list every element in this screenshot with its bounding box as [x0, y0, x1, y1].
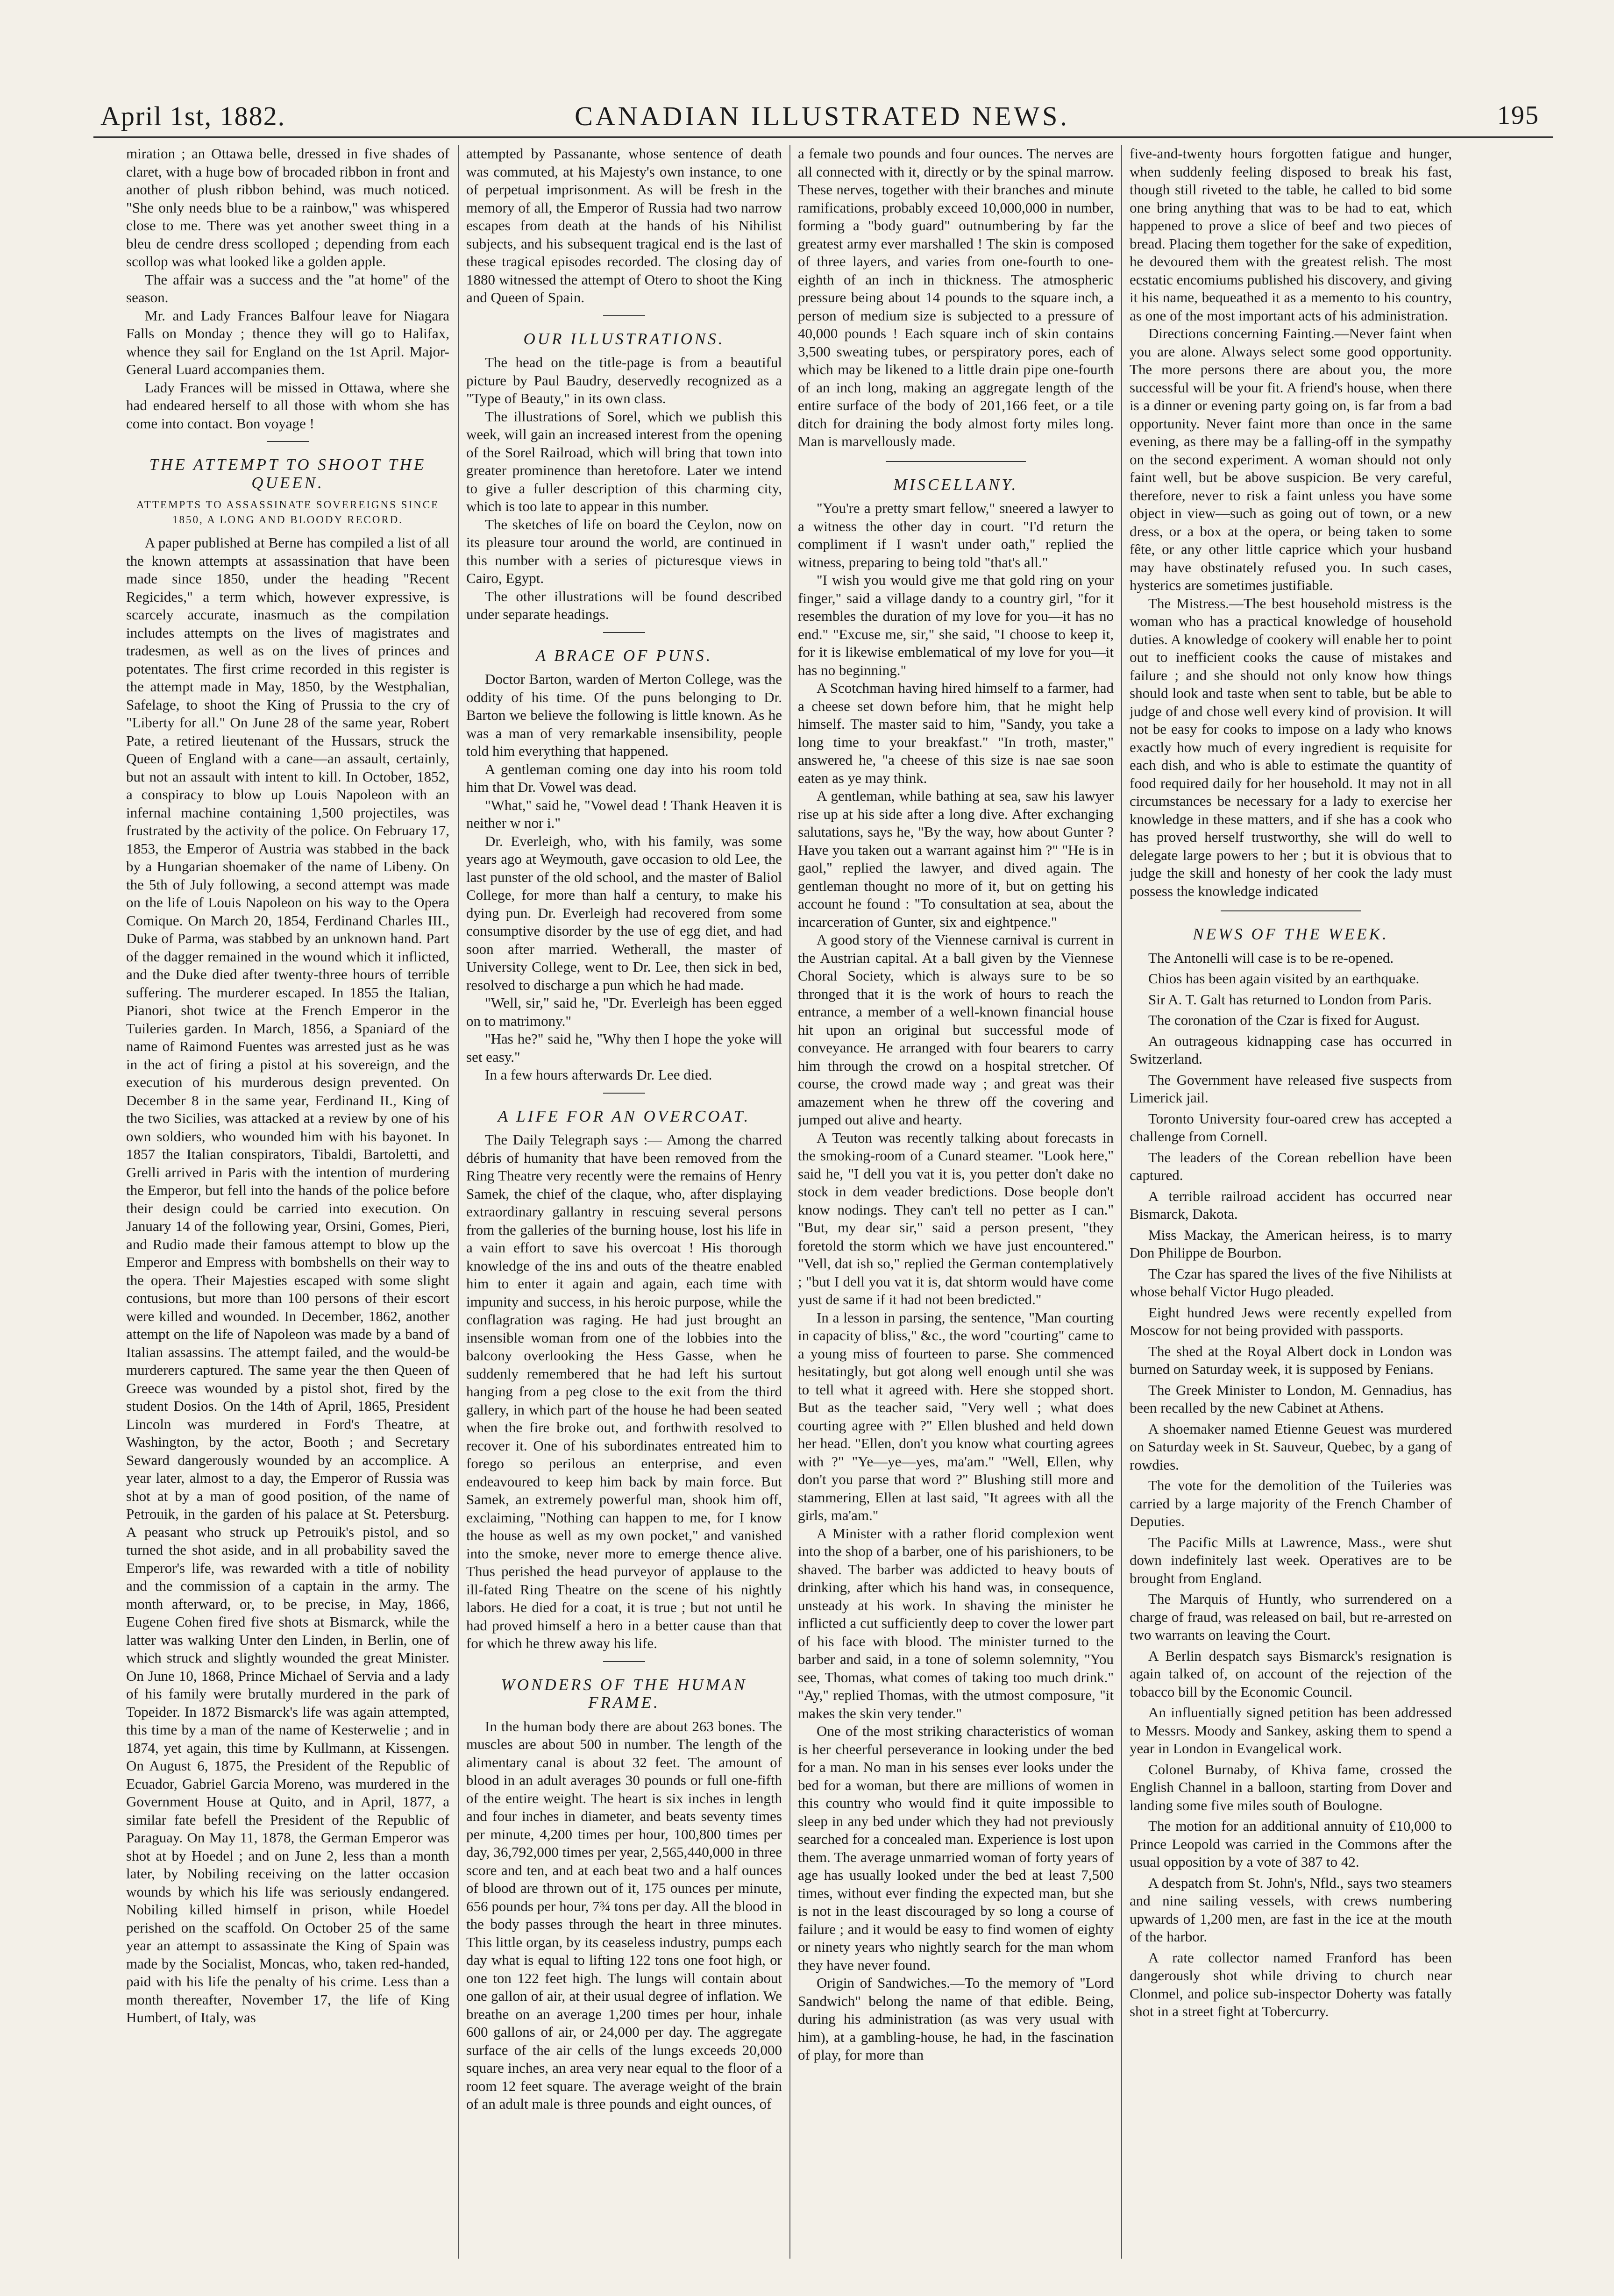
paragraph: The Mistress.—The best household mistress is the woman who has a practical knowledge of household duties. A knowledge of cookery will enable her to point out to inefficient cooks the cause of mistakes and failure ; and she should not only know how things should look and taste when sent to table, but be able to judge of and chose well every kind of provision. It will not be easy for cooks to impose on a lady who knows exactly how much of every ingredient is requisite for each dish, and who is able to estimate the quantity of food required daily for her household. It may not in all circumstances be necessary for a lady to exercise her knowledge in these matters, and if she has a cook who has proved herself trustworthy, she will do well to delegate large powers to her ; but it is obvious that to judge the skill and honesty of her cook the lady must possess the knowledge indicated — [1130, 595, 1452, 899]
column-rule — [1121, 145, 1122, 2259]
paragraph: miration ; an Ottawa belle, dressed in five shades of claret, with a huge bow of brocaded ribbon in front and another of plush ribbon behind, was much noticed. "She only needs blue to be a rainbow," was whispered close to me. There was yet another sweet thing in a bleu de cendre dress scolloped ; depending from each scollop was what looked like a golden apple. — [126, 145, 449, 270]
news-item: A despatch from St. John's, Nfld., says two steamers and nine sailing vessels, with crews numbering upwards of 1,200 men, are fast in the ice at the mouth of the harbor. — [1130, 1874, 1452, 1945]
paragraph: A Scotchman having hired himself to a farmer, had a cheese set down before him, that he might help himself. The master said to him, "Sandy, you take a long time to your breakfast." "In troth, master," answered he, "a cheese of this size is nae sae soon eaten as ye may think. — [798, 680, 1114, 786]
paragraph: The head on the title-page is from a beautiful picture by Paul Baudry, deservedly recognized as a "Type of Beauty," in its own class. — [466, 354, 782, 406]
paragraph: The other illustrations will be found described under separate headings. — [466, 588, 782, 622]
paragraph: A good story of the Viennese carnival is current in the Austrian capital. At a ball given by the Viennese Choral Society, which is always sure to be so thronged that it is the work of hours to reach the entrance, a member of a well-known financial house hit upon an original but successful mode of conveyance. He arranged with four bearers to carry him through the crowd on a hospital stretcher. Of course, the crowd made way ; and great was their amazement when he threw off the covering and jumped out alive and hearty. — [798, 931, 1114, 1128]
news-item: The Greek Minister to London, M. Gennadius, has been recalled by the new Cabinet at Athens. — [1130, 1381, 1452, 1416]
paragraph: "Well, sir," said he, "Dr. Everleigh has been egged on to matrimony." — [466, 995, 782, 1029]
paragraph: In a lesson in parsing, the sentence, "Man courting in capacity of bliss," &c., the word "courting" came to a young miss of fourteen to parse. She commenced hesitatingly, but got along well enough until she was to tell what it agreed with. Here she stopped short. But as the teacher said, "Very well ; what does courting agree with ?" Ellen blushed and held down her head. "Ellen, don't you know what courting agrees with ?" "Ye—ye—yes, ma'am." "Well, Ellen, why don't you parse that word ?" Blushing still more and stammering, Ellen at last said, "It agrees with all the girls, ma'am." — [798, 1309, 1114, 1523]
column-1 — [126, 145, 449, 2263]
column-rule — [458, 145, 459, 2259]
news-item: A shoemaker named Etienne Geuest was murdered on Saturday week in St. Sauveur, Quebec, by a gang of rowdies. — [1130, 1420, 1452, 1473]
news-item: The shed at the Royal Albert dock in London was burned on Saturday week, it is supposed by Fenians. — [1130, 1343, 1452, 1377]
section-divider — [603, 1093, 645, 1094]
paragraph: "I wish you would give me that gold ring on your finger," said a village dandy to a country girl, "for it resembles the duration of my love for you—it has no end." "Excuse me, sir," she said, "I choose to keep it, for it is likewise emblematical of my love for you—it has no beginning." — [798, 572, 1114, 678]
section-divider — [603, 315, 645, 316]
paragraph: "Has he?" said he, "Why then I hope the yoke will set easy." — [466, 1031, 782, 1065]
paragraph: a female two pounds and four ounces. The nerves are all connected with it, directly or by the spinal marrow. These nerves, together with their branches and minute ramifications, probably exceed 10,000,000 in number, forming a "body guard" outnumbering by far the greatest army ever marshalled ! The skin is composed of three layers, and varies from one-fourth to one-eighth of an inch in thickness. The atmospheric pressure being about 14 pounds to the square inch, a person of medium size is subjected to a pressure of 40,000 pounds ! Each square inch of skin contains 3,500 sweating tubes, or perspiratory pores, each of which may be likened to a little drain pipe one-fourth of an inch long, making an aggregate length of the entire surface of the body of 201,166 feet, or a tile ditch for draining the body almost forty miles long. Man is marvellously made. — [798, 145, 1114, 449]
news-item: The Government have released five suspects from Limerick jail. — [1130, 1071, 1452, 1106]
paragraph: attempted by Passanante, whose sentence of death was commuted, at his Majesty's own instance, to one of perpetual imprisonment. As will be fresh in the memory of all, the Emperor of Russia had two narrow escapes from death at the hands of his Nihilist subjects, and his subsequent tragical end is the last of these tragical episodes recorded. The closing day of 1880 witnessed the attempt of Otero to shoot the King and Queen of Spain. — [466, 145, 782, 306]
news-item: The coronation of the Czar is fixed for August. — [1148, 1012, 1420, 1028]
paragraph: Directions concerning Fainting.—Never faint when you are alone. Always select some good opportunity. The more persons there are about you, the more successful will be your fit. A friend's house, when there is a dinner or evening party going on, is far from a bad opportunity. Never faint more than once in the same evening, as there may be a falling-off in the sympathy on the second experiment. A woman should not only faint well, but be above suspicion. Be very careful, therefore, never to risk a faint unless you have some object in view—such as going out of town, or a new dress, or a box at the opera, or being taken to some fête, or any other little caprice which your husband may have obstinately refused you. In such cases, hysterics are sometimes justifiable. — [1130, 325, 1452, 593]
news-item: An outrageous kidnapping case has occurred in Switzerland. — [1130, 1032, 1452, 1067]
page-number: 195 — [1497, 101, 1539, 130]
section-divider — [1221, 910, 1361, 911]
section-heading: A LIFE FOR AN OVERCOAT. — [498, 1107, 751, 1125]
issue-date: April 1st, 1882. — [100, 101, 286, 131]
news-item: An influentially signed petition has been addressed to Messrs. Moody and Sankey, asking them to spend a year in London in Evangelical work. — [1130, 1704, 1452, 1756]
paragraph: In a few hours afterwards Dr. Lee died. — [485, 1066, 712, 1083]
paragraph: The Daily Telegraph says :— Among the charred débris of humanity that have been removed from the Ring Theatre very recently were the remains of Henry Samek, the chief of the claque, who, after displaying extraordinary gallantry in rescuing several persons from the galleries of the burning house, lost his life in a vain effort to save his overcoat ! His thorough knowledge of the ins and outs of the theatre enabled him to enter it again and again, each time with impunity and success, in his heroic purpose, while the conflagration was raging. He had just brought an insensible woman from one of the lobbies into the balcony overlooking the Hess Gasse, when he suddenly remembered that he had left his surtout hanging from a peg close to the exit from the third gallery, in which part of the house he had been seated when the fire broke out, and forthwith resolved to recover it. One of his subordinates entreated him to forego so perilous an enterprise, and even endeavoured to keep him back by main force. But Samek, an extremely powerful man, shook him off, exclaiming, "Nothing can happen to me, for I know the house as well as my own pocket," and vanished into the smoke, never more to emerge thence alive. Thus perished the head purveyor of applause to the ill-fated Ring Theatre on the scene of his nightly labors. He died for a coat, it is true ; but not until he had proved himself a hero in a better cause than that for which he threw away his life. — [466, 1131, 782, 1651]
paragraph: A paper published at Berne has compiled a list of all the known attempts at assassination that have been made since 1850, under the heading "Recent Regicides," a term which, however expressive, is scarcely accurate, inasmuch as the compilation includes attempts on the lives of magistrates and tradesmen, as well as on the lives of princes and potentates. The first crime recorded in this register is the attempt made in May, 1850, by the Westphalian, Safelage, to shoot the King of Prussia to the cry of "Liberty for all." On June 28 of the same year, Robert Pate, a retired lieutenant of the Hussars, struck the Queen of England with a cane—an assault, certainly, but not an assault with intent to kill. In October, 1852, a conspiracy to blow up Louis Napoleon with an infernal machine containing 1,500 projectiles, was frustrated by the activity of the police. On February 17, 1853, the Emperor of Austria was stabbed in the back by a Hungarian shoemaker of the name of Libeny. On the 5th of July following, a second attempt was made on the life of Louis Napoleon on his way to the Opera Comique. On March 20, 1854, Ferdinand Charles III., Duke of Parma, was stabbed by an unknown hand. Part of the dagger remained in the wound which it inflicted, and the Duke died after twenty-three hours of terrible suffering. The murderer escaped. In 1855 the Italian, Pianori, shot twice at the French Emperor in the Tuileries garden. In March, 1856, a Spaniard of the name of Raimond Fuentes was arrested just as he was in the act of firing a pistol at his sovereign, and the execution of his murderous design prevented. On December 8 in the same year, Ferdinand II., King of the two Sicilies, was attacked at a review by one of his own soldiers, who wounded him with his bayonet. In 1857 the Italian conspirators, Tibaldi, Bartoletti, and Grelli arrived in Paris with the intention of murdering the Emperor, but fell into the hands of the police before their design could be carried into execution. On January 14 of the following year, Orsini, Gomes, Pieri, and Rudio made their famous attempt to blow up the Emperor and Empress with bombshells on their way to the opera. Their Majesties escaped with some slight contusions, but more than 100 persons of their escort were killed and wounded. In December, 1862, another attempt on the life of Napoleon was made by a band of Italian assassins. The attempt failed, and the would-be murderers captured. The same year the then Queen of Greece was wounded by a pistol shot, fired by the student Dosios. On the 14th of April, 1865, President Lincoln was murdered in Ford's Theatre, at Washington, by the actor, Booth ; and Secretary Seward dangerously wounded by an accomplice. A year later, almost to a day, the Emperor of Russia was shot at by a man of good position, of the name of Petrouik, in the garden of his palace at St. Petersburg. A peasant who struck up Petrouik's pistol, and so turned the shot aside, and in all probability saved the Emperor's life, was rewarded with a title of nobility and the commission of a captain in the army. The month afterward, or, to be precise, in May, 1866, Eugene Cohen fired five shots at Bismarck, while the latter was walking Unter den Linden, in Berlin, one of which struck and slightly wounded the great Minister. On June 10, 1868, Prince Michael of Servia and a lady of his family were brutally murdered in the park of Topeider. In 1872 Bismarck's life was again attempted, this time by a man of the name of Kesterwelie ; and in 1874, yet again, this time by Kullmann, at Kissengen. On August 6, 1875, the President of the Republic of Ecuador, Gabriel Garcia Moreno, was murdered in the Government House at Quito, and in April, 1877, a similar fate befell the President of the Republic of Paraguay. On May 11, 1878, the German Emperor was shot at by Hoedel ; and on June 2, less than a month later, by Nobiling receiving on the latter occasion wounds by which his life was seriously endangered. Nobiling killed himself in prison, while Hoedel perished on the scaffold. On October 25 of the same year an attempt to assassinate the King of Spain was made by the Socialist, Moncas, who, taken red-handed, paid with his life the penalty of his crime. Less than a month thereafter, November 17, the life of King Humbert, of Italy, was — [126, 534, 449, 2026]
section-heading: OUR ILLUSTRATIONS. — [523, 329, 725, 348]
section-heading: THE ATTEMPT TO SHOOT THE QUEEN. — [149, 455, 427, 492]
paragraph: One of the most striking characteristics of woman is her cheerful perseverance in looking under the bed for a man. No man in his senses ever looks under the bed for a woman, but there are millions of women in this country who would find it quite impossible to sleep in any bed under which they had not previously searched for a concealed man. Experience is lost upon them. The average unmarried woman of forty years of age has usually looked under the bed at least 7,500 times, without ever finding the expected man, but she is not in the least discouraged by so long a course of failure ; and it would be easy to find women of eighty or ninety years who nightly search for the man whom they have never found. — [798, 1723, 1114, 1973]
section-subheading: ATTEMPTS TO ASSASSINATE SOVEREIGNS SINCE 1850, A LONG AND BLOODY RECORD. — [136, 499, 440, 526]
paragraph: Doctor Barton, warden of Merton College, was the oddity of his time. Of the puns belonging to Dr. Barton we believe the following is little known. As he was a man of very remarkable insensibility, people told him everything that happened. — [466, 671, 782, 759]
news-item: The vote for the demolition of the Tuileries was carried by a large majority of the French Chamber of Deputies. — [1130, 1477, 1452, 1529]
section-divider — [603, 1661, 645, 1662]
paragraph: The illustrations of Sorel, which we publish this week, will gain an increased interest from the opening of the Sorel Railroad, which will bring that town into greater prominence than heretofore. Later we intend to give a fuller description of this charming city, which is too late to appear in this number. — [466, 408, 782, 514]
column-4 — [1130, 145, 1452, 2263]
column-rule — [789, 145, 790, 2259]
news-item: Chios has been again visited by an earthquake. — [1148, 970, 1420, 987]
paragraph: A Teuton was recently talking about forecasts in the smoking-room of a Cunard steamer. "Look here," said he, "I dell you vat it is, you petter don't dake no stock in dem veader bredictions. Dose beople don't know nodings. They can't tell no petter as I can." "But, my dear sir," said a person present, "they foretold the storm which we have just encountered." "Vell, dat ish so," replied the German contemplatively ; "but I dell you vat it is, dat shtorm would have come yust de same if it had not been bredicted." — [798, 1129, 1114, 1308]
paragraph: Dr. Everleigh, who, with his family, was some years ago at Weymouth, gave occasion to old Lee, the last punster of the old school, and the master of Baliol College, for more than half a century, to make his dying pun. Dr. Everleigh had recovered from some consumptive disorder by the use of egg diet, and had soon after married. Wetherall, the master of University College, went to Dr. Lee, then sick in bed, resolved to discharge a pun which he had made. — [466, 832, 782, 993]
paragraph: five-and-twenty hours forgotten fatigue and hunger, when suddenly feeling disposed to break his fast, though still riveted to the table, he called to bid some one bring anything that was to be had to eat, which happened to prove a slice of beef and two pieces of bread. Placing them together for the sake of expedition, he devoured them with the greatest relish. The most ecstatic encomiums published his discovery, and giving it his name, bequeathed it as a memento to his country, as one of the most important acts of his administration. — [1130, 145, 1452, 324]
paragraph: Lady Frances will be missed in Ottawa, where she had endeared herself to all those with whom she has come into contact. Bon voyage ! — [126, 379, 449, 432]
news-item: A terrible railroad accident has occurred near Bismarck, Dakota. — [1130, 1187, 1452, 1222]
paragraph: "What," said he, "Vowel dead ! Thank Heaven it is neither w nor i." — [466, 796, 782, 831]
news-list — [1130, 949, 1452, 2021]
news-item: The Pacific Mills at Lawrence, Mass., were shut down indefinitely last week. Operatives are to be brought from England. — [1130, 1534, 1452, 1586]
paragraph: Mr. and Lady Frances Balfour leave for Niagara Falls on Monday ; thence they will go to Halifax, whence they sail for England on the 1st April. Major-General Luard accompanies them. — [126, 307, 449, 377]
section-divider — [267, 441, 309, 442]
section-heading: WONDERS OF THE HUMAN FRAME. — [501, 1675, 747, 1712]
news-item: The Czar has spared the lives of the five Nihilists at whose behalf Victor Hugo pleaded. — [1130, 1265, 1452, 1300]
masthead-title: CANADIAN ILLUSTRATED NEWS. — [575, 101, 1070, 131]
column-3 — [798, 145, 1114, 2263]
news-item: The Marquis of Huntly, who surrendered on a charge of fraud, was released on bail, but re-arrested on two warrants on leaving the Court. — [1130, 1591, 1452, 1643]
news-item: A rate collector named Franford has been dangerously shot while driving to church near Clonmel, and police sub-inspector Doherty was fatally shot in a street fight at Tobercurry. — [1130, 1949, 1452, 2019]
column-2 — [466, 145, 782, 2263]
news-item: A Berlin despatch says Bismarck's resignation is again talked of, on account of the rejection of the tobacco bill by the Economic Council. — [1130, 1647, 1452, 1700]
news-item: Miss Mackay, the American heiress, is to marry Don Philippe de Bourbon. — [1130, 1226, 1452, 1261]
news-item: Sir A. T. Galt has returned to London from Paris. — [1148, 991, 1432, 1008]
paragraph: A gentleman coming one day into his room told him that Dr. Vowel was dead. — [466, 761, 782, 795]
paragraph: A Minister with a rather florid complexion went into the shop of a barber, one of his parishioners, to be shaved. The barber was addicted to heavy bouts of drinking, after which his hand was, in consequence, unsteady at his work. In shaving the minister he inflicted a cut sufficiently deep to cover the lower part of his face with blood. The minister turned to the barber and said, in a tone of solemn solemnity, "You see, Thomas, what comes of taking too much drink." "Ay," replied Thomas, with the utmost composure, "it makes the skin very tender." — [798, 1525, 1114, 1721]
section-heading: MISCELLANY. — [893, 475, 1018, 494]
header-rule — [93, 136, 1553, 138]
news-item: Eight hundred Jews were recently expelled from Moscow for not being provided with passports. — [1130, 1304, 1452, 1338]
paragraph: "You're a pretty smart fellow," sneered a lawyer to a witness the other day in court. "I'd return the compliment if I wasn't under oath," replied the witness, preparing to being told "that's all." — [798, 500, 1114, 570]
paragraph: Origin of Sandwiches.—To the memory of "Lord Sandwich" belong the name of that edible. Being, during his administration (as was very usual with him), at a gambling-house, he had, in the fascination of play, for more than — [798, 1975, 1114, 2063]
section-divider — [886, 461, 1026, 462]
paragraph: In the human body there are about 263 bones. The muscles are about 500 in number. The length of the alimentary canal is about 32 feet. The amount of blood in an adult averages 30 pounds or full one-fifth of the entire weight. The heart is six inches in length and four inches in diameter, and beats seventy times per minute, 4,200 times per hour, 100,800 times per day, 36,792,000 times per year, 2,565,440,000 in three score and ten, and at each beat two and a half ounces of blood are thrown out of it, 175 ounces per minute, 656 pounds per hour, 7¾ tons per day. All the blood in the body passes through the heart in three minutes. This little organ, by its ceaseless industry, pumps each day what is equal to lifting 122 tons one foot high, or one ton 122 feet high. The lungs will contain about one gallon of air, at their usual degree of inflation. We breathe on an average 1,200 times per hour, inhale 600 gallons of air, or 24,000 per day. The aggregate surface of the air cells of the lungs exceeds 20,000 square inches, an area very near equal to the floor of a room 12 feet square. The average weight of the brain of an adult male is three pounds and eight ounces, of — [466, 1718, 782, 2112]
news-item: Colonel Burnaby, of Khiva fame, crossed the English Channel in a balloon, starting from Dover and landing some five miles south of Boulogne. — [1130, 1761, 1452, 1813]
news-item: The Antonelli will case is to be re-opened. — [1148, 949, 1394, 966]
news-item: The leaders of the Corean rebellion have been captured. — [1130, 1149, 1452, 1183]
section-heading: NEWS OF THE WEEK. — [1193, 925, 1389, 943]
paragraph: A gentleman, while bathing at sea, saw his lawyer rise up at his side after a long dive. After exchanging salutations, says he, "By the way, how about Gunter ? Have you taken out a warrant against him ?" "He is in gaol," replied the lawyer, and dived again. The gentleman thought no more of it, but on getting his account he found : "To consultation at sea, about the incarceration of Gunter, six and eightpence." — [798, 788, 1114, 930]
news-item: Toronto University four-oared crew has accepted a challenge from Cornell. — [1130, 1110, 1452, 1144]
news-item: The motion for an additional annuity of £10,000 to Prince Leopold was carried in the Commons after the usual opposition by a vote of 387 to 42. — [1130, 1818, 1452, 1870]
paragraph: The affair was a success and the "at home" of the season. — [126, 271, 449, 306]
paragraph: The sketches of life on board the Ceylon, now on its pleasure tour around the world, are continued in this number with a series of picturesque views in Cairo, Egypt. — [466, 516, 782, 586]
section-divider — [603, 632, 645, 633]
section-heading: A BRACE OF PUNS. — [535, 646, 713, 665]
